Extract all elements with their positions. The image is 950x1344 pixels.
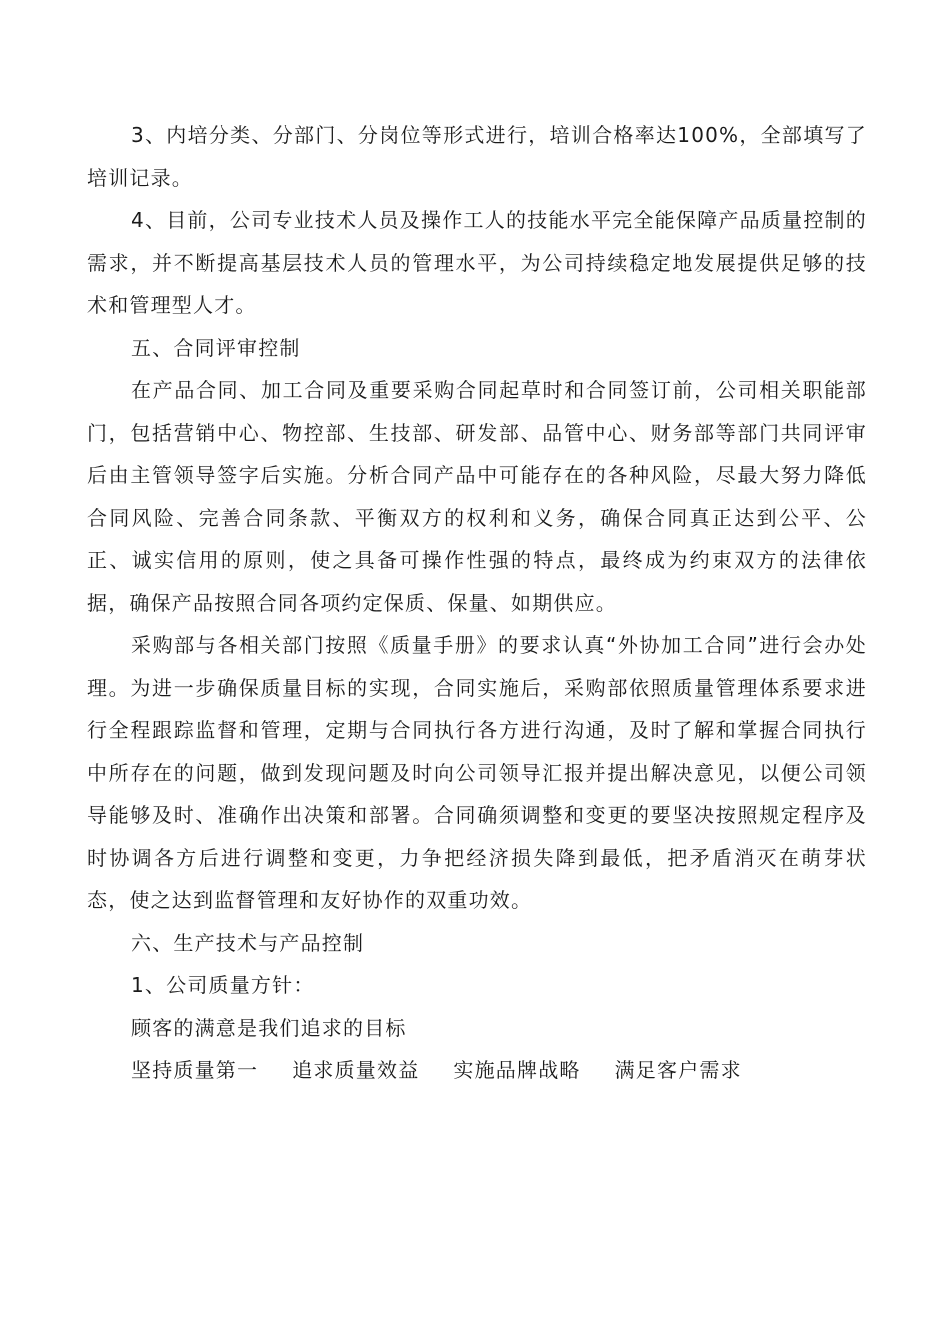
motto-item: 实施品牌战略 [453, 1058, 581, 1082]
motto-item: 满足客户需求 [614, 1058, 742, 1082]
paragraph-procurement: 采购部与各相关部门按照《质量手册》的要求认真“外协加工合同”进行会办处理。为进一步确保质量目标的实现，合同实施后，采购部依照质量管理体系要求进行全程跟踪监督和管理，定期与合同执行各方进行沟通，及时了解和掌握合同执行中所存在的问题，做到发现问题及时向公司领导汇报并提出解决意见，以便公司领导能够及时、准确作出决策和部署。合同确须调整和变更的要坚决按照规定程序及时协调各方后进行调整和变更，力争把经济损失降到最低，把矛盾消灭在萌芽状态，使之达到监督管理和友好协作的双重功效。 [87, 633, 867, 912]
section-heading-production-control: 六、生产技术与产品控制 [131, 930, 365, 955]
motto-item: 追求质量效益 [292, 1058, 420, 1082]
paragraph-technical-staff: 4、目前，公司专业技术人员及操作工人的技能水平完全能保障产品质量控制的需求，并不断提高基层技术人员的管理水平，为公司持续稳定地发展提供足够的技术和管理型人才。 [87, 208, 867, 317]
paragraph-contract-review: 在产品合同、加工合同及重要采购合同起草时和合同签订前，公司相关职能部门，包括营销中心、物控部、生技部、研发部、品管中心、财务部等部门共同评审后由主管领导签字后实施。分析合同产品中可能存在的各种风险，尽最大努力降低合同风险、完善合同条款、平衡双方的权利和义务，确保合同真正达到公平、公正、诚实信用的原则，使之具备可操作性强的特点，最终成为约束双方的法律依据，确保产品按照合同各项约定保质、保量、如期供应。 [87, 378, 867, 615]
section-heading-contract-review: 五、合同评审控制 [131, 335, 301, 360]
document-body [87, 114, 867, 1092]
quality-policy-heading: 1、公司质量方针： [131, 973, 315, 997]
motto-item: 坚持质量第一 [131, 1058, 259, 1082]
quality-policy-motto [87, 1049, 867, 1092]
paragraph-training-rate: 3、内培分类、分部门、分岗位等形式进行，培训合格率达100%，全部填写了培训记录。 [87, 123, 867, 190]
quality-policy-goal: 顾客的满意是我们追求的目标 [131, 1015, 407, 1040]
